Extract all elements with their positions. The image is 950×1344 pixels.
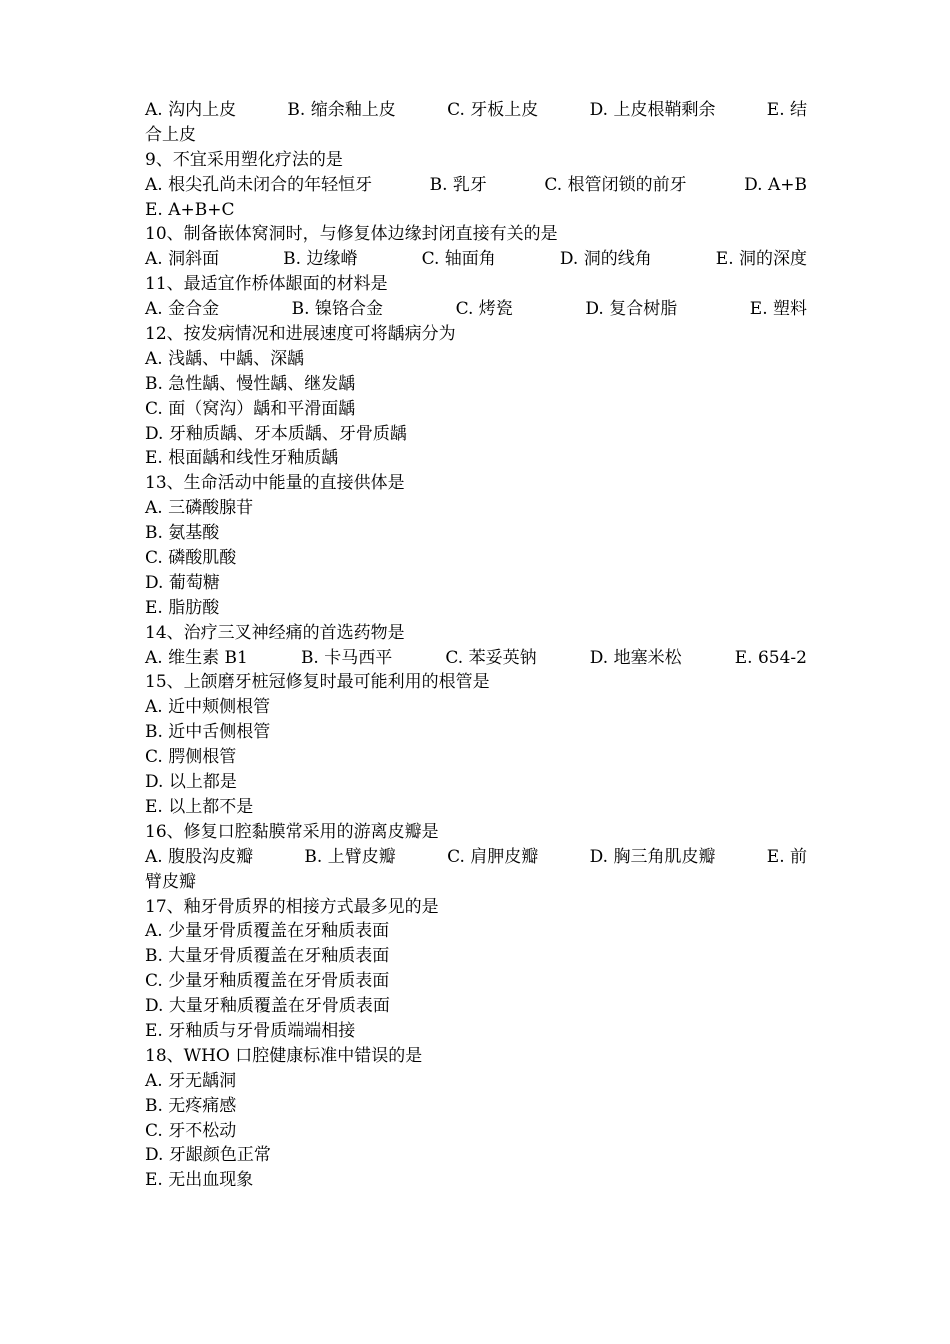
option-item: C. 根管闭锁的前牙: [544, 174, 687, 195]
option-row: [145, 247, 807, 272]
text-line: E. 牙釉质与牙骨质端端相接: [145, 1020, 356, 1041]
text-line: 13、生命活动中能量的直接供体是: [145, 473, 405, 494]
text-line: 臂皮瓣: [145, 871, 196, 892]
option-item: D. 胸三角肌皮瓣: [589, 846, 716, 867]
option-item: A. 金合金: [145, 299, 220, 320]
option-item: C. 烤瓷: [455, 299, 513, 320]
text-line: D. 大量牙釉质覆盖在牙骨质表面: [145, 996, 390, 1017]
text-line: B. 近中舌侧根管: [145, 722, 271, 743]
option-row: [145, 297, 807, 322]
text-line: 9、不宜采用塑化疗法的是: [145, 149, 343, 170]
option-item: C. 肩胛皮瓣: [447, 846, 539, 867]
text-line: C. 少量牙釉质覆盖在牙骨质表面: [145, 971, 390, 992]
text-line: B. 急性龋、慢性龋、继发龋: [145, 373, 356, 394]
text-line: 17、釉牙骨质界的相接方式最多见的是: [145, 896, 439, 917]
text-line: 15、上颌磨牙桩冠修复时最可能利用的根管是: [145, 672, 490, 693]
option-row: [145, 646, 807, 671]
text-line: 合上皮: [145, 124, 196, 145]
text-line: A. 三磷酸腺苷: [145, 498, 254, 519]
document-body: [145, 98, 807, 1193]
option-item: B. 边缘嵴: [283, 249, 358, 270]
text-line: 16、修复口腔黏膜常采用的游离皮瓣是: [145, 821, 439, 842]
option-item: B. 乳牙: [429, 174, 487, 195]
option-item: D. 洞的线角: [559, 249, 652, 270]
text-line: E. 脂肪酸: [145, 597, 220, 618]
text-line: 12、按发病情况和进展速度可将龋病分为: [145, 324, 456, 345]
text-line: 10、制备嵌体窝洞时，与修复体边缘封闭直接有关的是: [145, 224, 558, 245]
option-item: B. 缩余釉上皮: [287, 100, 396, 120]
text-line: B. 无疼痛感: [145, 1095, 237, 1116]
option-row: [145, 173, 807, 198]
text-line: B. 氨基酸: [145, 523, 220, 544]
text-line: A. 少量牙骨质覆盖在牙釉质表面: [145, 921, 390, 942]
option-item: D. 复合树脂: [585, 299, 678, 320]
text-line: D. 以上都是: [145, 772, 237, 793]
option-item: D. 地塞米松: [589, 647, 682, 668]
option-item: C. 轴面角: [421, 249, 496, 270]
text-line: B. 大量牙骨质覆盖在牙釉质表面: [145, 946, 390, 967]
text-line: E. 根面龋和线性牙釉质龋: [145, 448, 339, 469]
text-line: C. 面（窝沟）龋和平滑面龋: [145, 398, 356, 419]
option-item: D. 上皮根鞘剩余: [589, 100, 716, 120]
option-item: E. 654-2: [734, 647, 807, 668]
option-item: A. 沟内上皮: [145, 100, 237, 120]
option-item: C. 苯妥英钠: [445, 647, 537, 668]
option-item: B. 上臂皮瓣: [304, 846, 396, 867]
text-line: E. A+B+C: [145, 199, 235, 220]
text-line: A. 近中颊侧根管: [145, 697, 271, 718]
text-line: 14、治疗三叉神经痛的首选药物是: [145, 622, 405, 643]
option-item: B. 镍铬合金: [291, 299, 383, 320]
text-line: E. 无出血现象: [145, 1170, 254, 1191]
text-line: 18、WHO 口腔健康标准中错误的是: [145, 1045, 423, 1066]
option-item: E. 前: [766, 846, 807, 867]
text-line: D. 葡萄糖: [145, 572, 220, 593]
text-line: 11、最适宜作桥体龈面的材料是: [145, 274, 388, 295]
text-line: E. 以上都不是: [145, 796, 254, 817]
option-item: A. 腹股沟皮瓣: [145, 846, 254, 867]
text-line: A. 浅龋、中龋、深龋: [145, 348, 305, 369]
option-item: A. 根尖孔尚未闭合的年轻恒牙: [145, 174, 373, 195]
option-item: A. 洞斜面: [145, 249, 220, 270]
option-item: E. 塑料: [749, 299, 807, 320]
text-line: D. 牙龈颜色正常: [145, 1145, 271, 1166]
option-item: C. 牙板上皮: [447, 100, 539, 120]
option-row: [145, 98, 807, 123]
option-item: B. 卡马西平: [300, 647, 393, 668]
text-line: C. 牙不松动: [145, 1120, 237, 1141]
text-line: C. 腭侧根管: [145, 747, 237, 768]
option-item: D. A+B: [744, 174, 807, 195]
option-row: [145, 845, 807, 870]
option-item: A. 维生素 B1: [145, 647, 248, 668]
text-line: A. 牙无龋洞: [145, 1070, 237, 1091]
text-line: C. 磷酸肌酸: [145, 548, 237, 569]
option-item: E. 洞的深度: [715, 249, 807, 270]
text-line: D. 牙釉质龋、牙本质龋、牙骨质龋: [145, 423, 407, 444]
option-item: E. 结: [766, 100, 807, 120]
